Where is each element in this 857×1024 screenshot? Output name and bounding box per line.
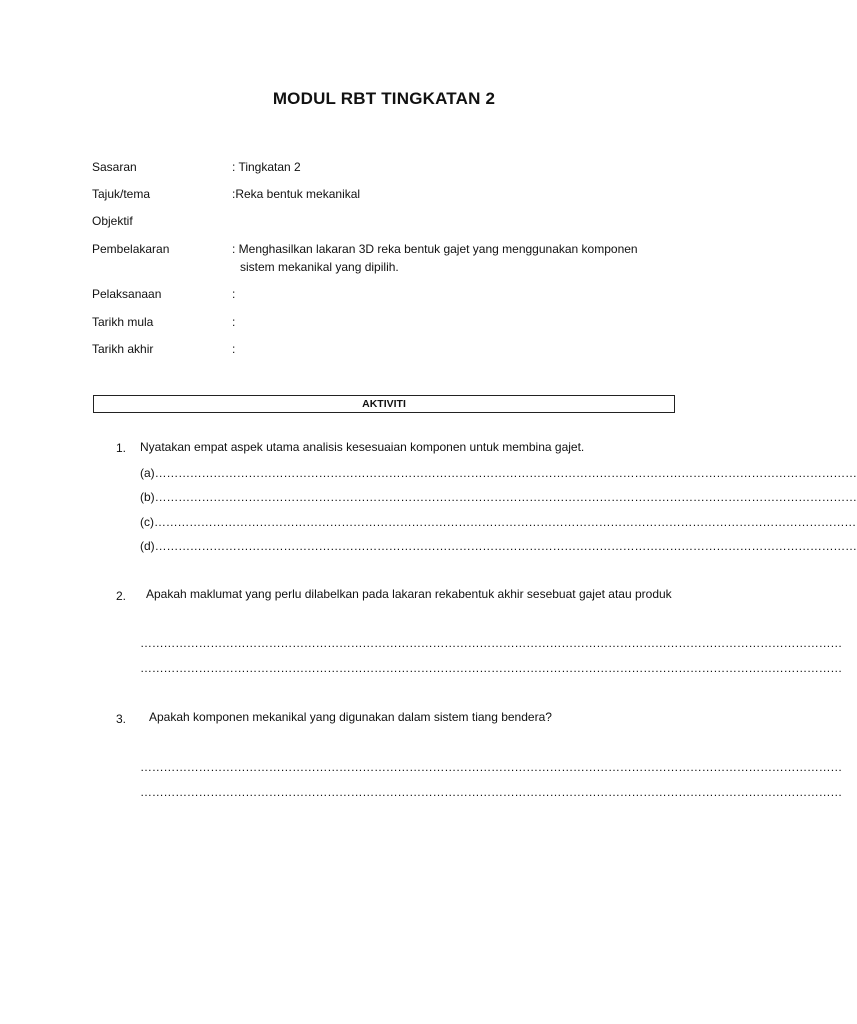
document-title: MODUL RBT TINGKATAN 2 [272, 89, 496, 108]
info-label: Sasaran [92, 160, 137, 174]
info-value: : [232, 287, 236, 301]
info-value [232, 240, 677, 276]
dot-leader: ……………………………………………………………………………………………………………………………………………………………… [154, 539, 857, 553]
answer-line[interactable] [140, 513, 857, 531]
info-label: Pembelakaran [92, 242, 170, 256]
dot-leader: ……………………………………………………………………………………………………………………………………………………………… [154, 490, 857, 504]
answer-line[interactable] [140, 464, 857, 482]
dot-leader: ……………………………………………………………………………………………………………………………………………………………… [140, 760, 843, 774]
answer-line[interactable] [140, 783, 843, 801]
answer-line[interactable] [140, 758, 843, 776]
info-value: : [232, 342, 236, 356]
info-label: Tarikh mula [92, 315, 154, 329]
answer-label: (a) [140, 466, 155, 480]
dot-leader: ……………………………………………………………………………………………………………………………………………………………… [140, 636, 843, 650]
answer-line[interactable] [140, 659, 843, 677]
dot-leader: ……………………………………………………………………………………………………………………………………………………………… [154, 515, 857, 529]
answer-label: (d) [140, 539, 155, 553]
info-value: :Reka bentuk mekanikal [232, 187, 361, 201]
info-value-line: : Menghasilkan lakaran 3D reka bentuk gajet yang menggunakan komponen [232, 242, 638, 256]
answer-line[interactable] [140, 634, 843, 652]
question-number: 3. [116, 712, 127, 726]
answer-line[interactable] [140, 488, 857, 506]
info-label: Objektif [92, 214, 133, 228]
answer-label: (b) [140, 490, 155, 504]
question-text: Apakah komponen mekanikal yang digunakan dalam sistem tiang bendera? [149, 710, 552, 724]
section-header-aktiviti: AKTIVITI [93, 395, 675, 413]
info-value-continuation: sistem mekanikal yang dipilih. [240, 260, 399, 274]
question-text: Nyatakan empat aspek utama analisis kesesuaian komponen untuk membina gajet. [140, 440, 585, 454]
answer-line[interactable] [140, 537, 857, 555]
question-number: 2. [116, 589, 127, 603]
info-label: Tarikh akhir [92, 342, 154, 356]
answer-label: (c) [140, 515, 154, 529]
question-text: Apakah maklumat yang perlu dilabelkan pada lakaran rekabentuk akhir sesebuat gajet atau produk [146, 587, 672, 601]
info-value: : Tingkatan 2 [232, 160, 301, 174]
info-label: Tajuk/tema [92, 187, 151, 201]
info-row-pembelakaran [92, 240, 692, 280]
info-value: : [232, 315, 236, 329]
dot-leader: ……………………………………………………………………………………………………………………………………………………………… [140, 661, 843, 675]
question-number: 1. [116, 441, 127, 455]
dot-leader: ……………………………………………………………………………………………………………………………………………………………… [154, 466, 857, 480]
dot-leader: ……………………………………………………………………………………………………………………………………………………………… [140, 785, 843, 799]
info-label: Pelaksanaan [92, 287, 162, 301]
